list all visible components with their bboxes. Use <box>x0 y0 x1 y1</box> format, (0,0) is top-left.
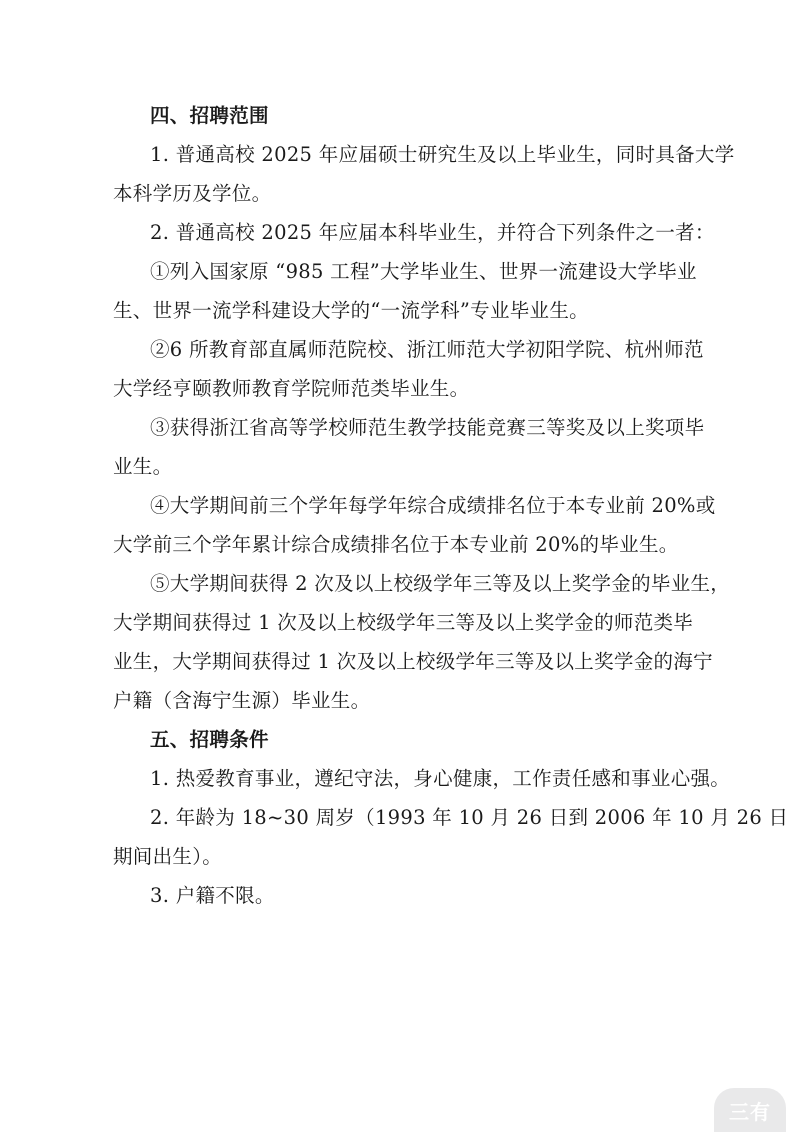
paragraph-line: 大学期间获得过 1 次及以上校级学年三等及以上奖学金的师范类毕 <box>113 611 694 634</box>
paragraph-line: 期间出生）。 <box>113 845 223 868</box>
paragraph-line: 户籍（含海宁生源）毕业生。 <box>113 689 371 712</box>
watermark-badge <box>714 1088 786 1132</box>
paragraph-line: 1. 普通高校 2025 年应届硕士研究生及以上毕业生，同时具备大学 <box>150 143 735 166</box>
paragraph-line: 大学前三个学年累计综合成绩排名位于本专业前 20%的毕业生。 <box>113 533 679 556</box>
paragraph-line: ③获得浙江省高等学校师范生教学技能竞赛三等奖及以上奖项毕 <box>150 416 705 439</box>
paragraph-line: 2. 普通高校 2025 年应届本科毕业生，并符合下列条件之一者： <box>150 221 715 244</box>
paragraph-line: 生、世界一流学科建设大学的“一流学科”专业毕业生。 <box>113 299 589 322</box>
paragraph-line: 3. 户籍不限。 <box>150 884 275 907</box>
section-heading-recruitment-scope: 四、招聘范围 <box>150 104 269 127</box>
section-heading-recruitment-conditions: 五、招聘条件 <box>150 728 269 751</box>
watermark-label: 三有 <box>729 1099 771 1124</box>
paragraph-line: ④大学期间前三个学年每学年综合成绩排名位于本专业前 20%或 <box>150 494 716 517</box>
paragraph-line: ②6 所教育部直属师范院校、浙江师范大学初阳学院、杭州师范 <box>150 338 704 361</box>
paragraph-line: 业生。 <box>113 455 173 478</box>
paragraph-line: ⑤大学期间获得 2 次及以上校级学年三等及以上奖学金的毕业生， <box>150 572 731 595</box>
paragraph-line: 1. 热爱教育事业，遵纪守法，身心健康，工作责任感和事业心强。 <box>150 767 731 790</box>
paragraph-line: 业生，大学期间获得过 1 次及以上校级学年三等及以上奖学金的海宁 <box>113 650 713 673</box>
paragraph-line: 2. 年龄为 18~30 周岁（1993 年 10 月 26 日到 2006 年 10 月 26 日 <box>150 806 789 829</box>
paragraph-line: ①列入国家原 “985 工程”大学毕业生、世界一流建设大学毕业 <box>150 260 697 283</box>
paragraph-line: 本科学历及学位。 <box>113 182 272 205</box>
document-body <box>113 96 789 915</box>
paragraph-line: 大学经亨颐教师教育学院师范类毕业生。 <box>113 377 470 400</box>
